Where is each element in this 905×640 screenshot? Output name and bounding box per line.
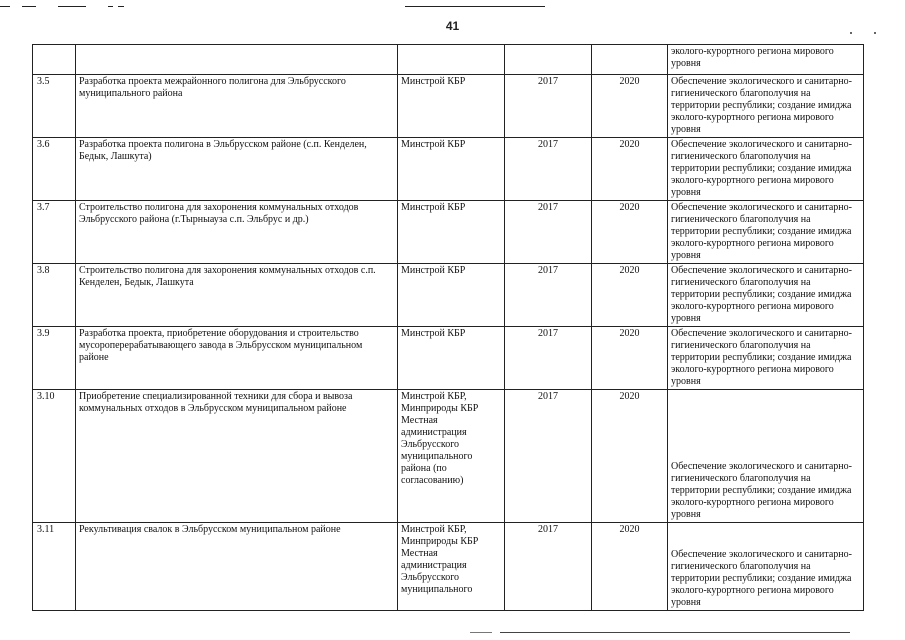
cell-end-year: 2020 (592, 75, 668, 138)
cell-executor (398, 327, 505, 390)
scan-mark (58, 6, 86, 7)
cell-num: 3.11 (33, 523, 76, 611)
executor-line: Минстрой КБР (401, 328, 466, 339)
cell-name: Строительство полигона для захоронения коммунальных отходов с.п. Кенделен, Бедык, Лашкута (76, 264, 398, 327)
cell-executor (398, 75, 505, 138)
cell-name: Строительство полигона для захоронения коммунальных отходов Эльбрусского района (г.Тырныауза с.п. Эльбрус и др.) (76, 201, 398, 264)
cell-result (668, 264, 864, 327)
cell-start-year: 2017 (505, 75, 592, 138)
cell-end-year: 2020 (592, 138, 668, 201)
result-text: Обеспечение экологического и санитарно-гигиенического благополучия на территории республики; создание имиджа эколого-курортного региона мирового уровня (671, 76, 852, 135)
executor-line: Местная (401, 548, 438, 559)
scan-mark (108, 6, 113, 7)
result-text: Обеспечение экологического и санитарно-гигиенического благополучия на территории республики; создание имиджа эколого-курортного региона мирового уровня (671, 549, 852, 608)
cell-executor (398, 523, 505, 611)
table-row (33, 523, 864, 611)
cell-end-year: 2020 (592, 523, 668, 611)
cell-start-year (505, 45, 592, 75)
table-row (33, 264, 864, 327)
result-text: Обеспечение экологического и санитарно-гигиенического благополучия на территории республики; создание имиджа эколого-курортного региона мирового уровня (671, 202, 852, 261)
cell-num: 3.10 (33, 390, 76, 523)
cell-name: Разработка проекта полигона в Эльбрусском районе (с.п. Кенделен, Бедык, Лашкута) (76, 138, 398, 201)
result-text: Обеспечение экологического и санитарно-гигиенического благополучия на территории республики; создание имиджа эколого-курортного региона мирового уровня (671, 328, 852, 387)
executor-line: муниципального (401, 451, 473, 462)
cell-result (668, 75, 864, 138)
cell-result (668, 45, 864, 75)
cell-start-year: 2017 (505, 201, 592, 264)
executor-line: района (по (401, 463, 447, 474)
cell-num (33, 45, 76, 75)
table-row (33, 138, 864, 201)
scan-mark (0, 6, 10, 7)
cell-end-year (592, 45, 668, 75)
executor-line: Минстрой КБР (401, 202, 466, 213)
executor-line: Минприроды КБР (401, 403, 479, 414)
cell-end-year: 2020 (592, 264, 668, 327)
scan-mark (118, 6, 124, 7)
result-text: Обеспечение экологического и санитарно-гигиенического благополучия на территории республики; создание имиджа эколого-курортного региона мирового уровня (671, 265, 852, 324)
table-row (33, 75, 864, 138)
cell-end-year: 2020 (592, 390, 668, 523)
executor-line: Минстрой КБР (401, 265, 466, 276)
cell-start-year: 2017 (505, 523, 592, 611)
cell-num: 3.6 (33, 138, 76, 201)
cell-name: Разработка проекта, приобретение оборудования и строительство мусороперерабатывающего завода в Эльбрусском муниципальном районе (76, 327, 398, 390)
cell-start-year: 2017 (505, 264, 592, 327)
measures-table (32, 44, 864, 611)
executor-line: Минстрой КБР, (401, 524, 467, 535)
cell-executor (398, 45, 505, 75)
result-text: Обеспечение экологического и санитарно-гигиенического благополучия на территории республики; создание имиджа эколого-курортного региона мирового уровня (671, 461, 852, 520)
executor-line: Минстрой КБР, (401, 391, 467, 402)
cell-end-year: 2020 (592, 327, 668, 390)
executor-line: муниципального (401, 584, 473, 595)
result-text: эколого-курортного региона мирового уровня (671, 46, 834, 69)
executor-line: согласованию) (401, 475, 464, 486)
cell-result (668, 138, 864, 201)
cell-num: 3.7 (33, 201, 76, 264)
scan-mark (470, 632, 492, 633)
executor-line: Минстрой КБР (401, 76, 466, 87)
cell-num: 3.5 (33, 75, 76, 138)
cell-executor (398, 138, 505, 201)
cell-executor (398, 201, 505, 264)
table-row (33, 201, 864, 264)
page-number: 41 (445, 19, 460, 33)
scan-mark (22, 6, 36, 7)
executor-line: администрация (401, 560, 467, 571)
cell-num: 3.9 (33, 327, 76, 390)
cell-name: Приобретение специализированной техники для сбора и вывоза коммунальных отходов в Эльбрусском муниципальном районе (76, 390, 398, 523)
cell-name (76, 45, 398, 75)
cell-result (668, 390, 864, 523)
cell-end-year: 2020 (592, 201, 668, 264)
executor-line: Минстрой КБР (401, 139, 466, 150)
executor-line: администрация (401, 427, 467, 438)
cell-executor (398, 390, 505, 523)
scan-mark (500, 632, 850, 633)
executor-line: Местная (401, 415, 438, 426)
cell-name: Рекультивация свалок в Эльбрусском муниципальном районе (76, 523, 398, 611)
table-row-continuation (33, 45, 864, 75)
executor-line: Минприроды КБР (401, 536, 479, 547)
cell-start-year: 2017 (505, 327, 592, 390)
scan-mark (405, 6, 545, 7)
executor-line: Эльбрусского (401, 439, 460, 450)
cell-result (668, 327, 864, 390)
executor-line: Эльбрусского (401, 572, 460, 583)
table-row (33, 327, 864, 390)
cell-num: 3.8 (33, 264, 76, 327)
cell-executor (398, 264, 505, 327)
cell-result (668, 201, 864, 264)
table-row (33, 390, 864, 523)
cell-result (668, 523, 864, 611)
cell-start-year: 2017 (505, 390, 592, 523)
cell-start-year: 2017 (505, 138, 592, 201)
result-text: Обеспечение экологического и санитарно-гигиенического благополучия на территории республики; создание имиджа эколого-курортного региона мирового уровня (671, 139, 852, 198)
cell-name: Разработка проекта межрайонного полигона для Эльбрусского муниципального района (76, 75, 398, 138)
